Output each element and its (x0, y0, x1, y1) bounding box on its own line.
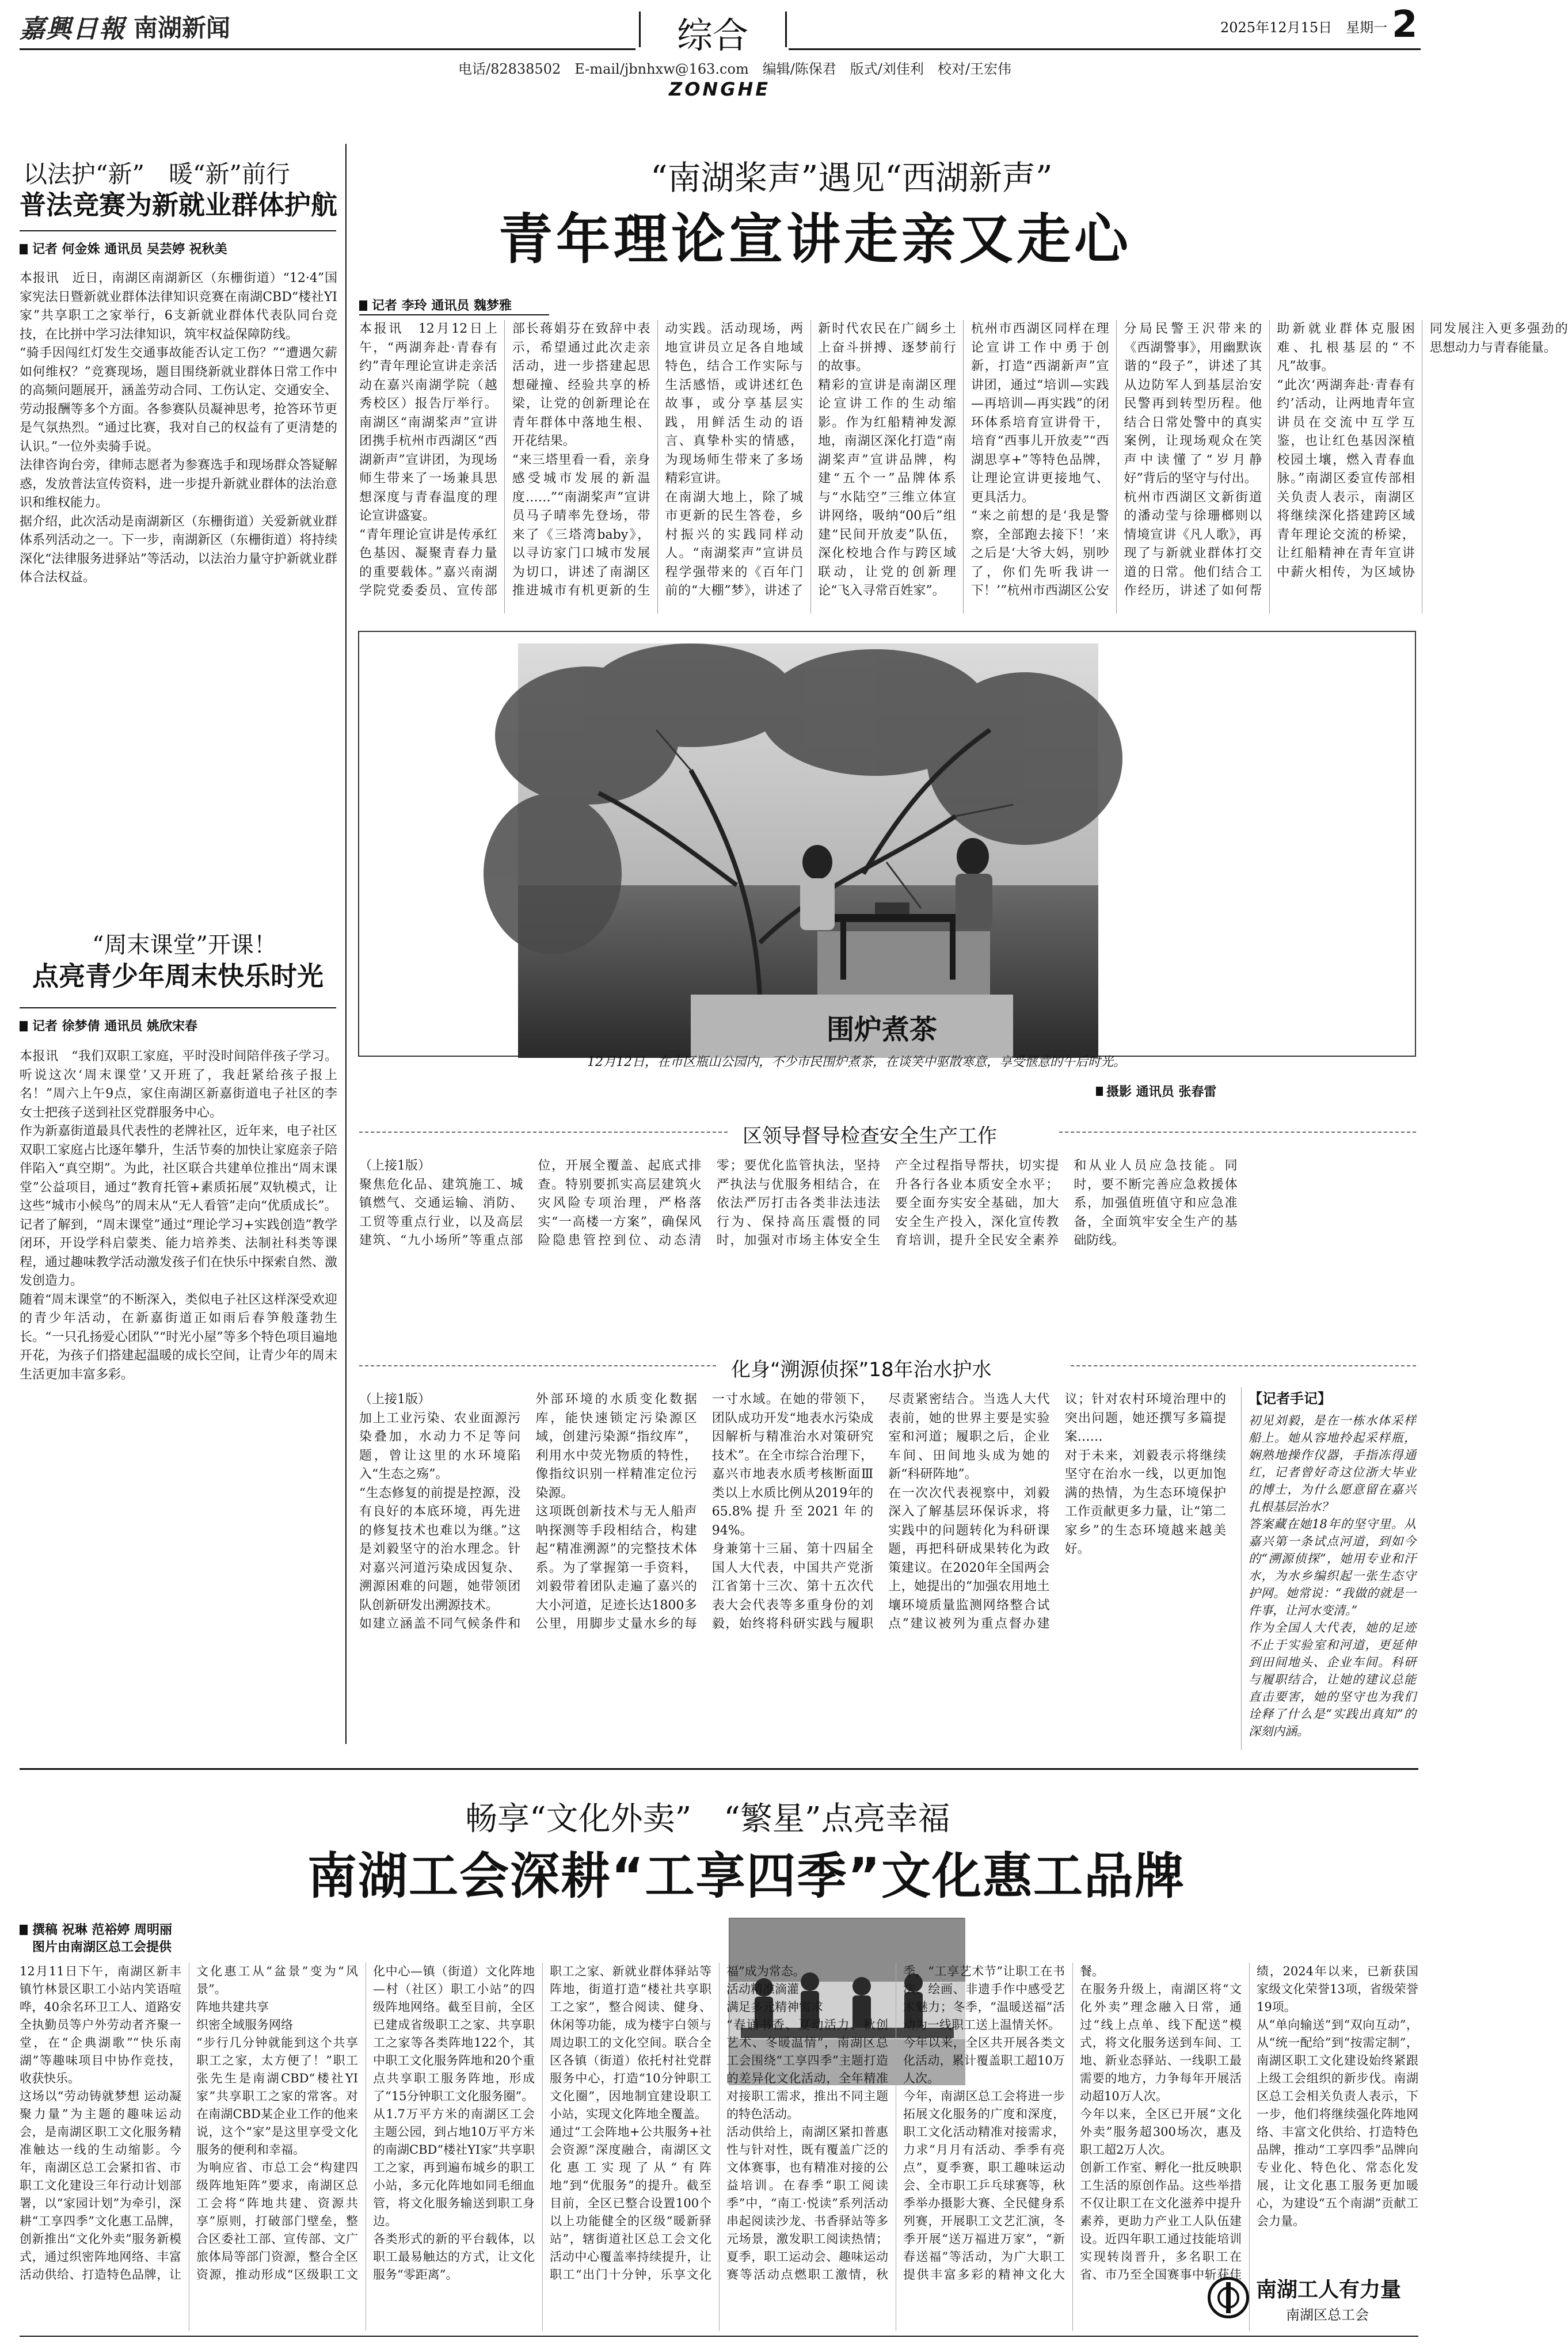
contact-line: 电话/82838502 E-mail/jbnhxw@163.com 编辑/陈保君 版式/刘佳利 校对/王宏伟 (458, 61, 1011, 77)
left-story2-kicker: “周末课堂”开课！ (92, 932, 277, 958)
page-number: 2 (1392, 3, 1418, 46)
reporter-note-title: 【记者手记】 (1249, 1391, 1331, 1407)
main-byline-rule (359, 314, 549, 315)
bottom-story-byline: 撰稿 祝琳 范裕婷 周明丽 (20, 1920, 172, 1938)
bottom-story-kicker: 畅享“文化外卖” “繁星”点亮幸福 (465, 1800, 950, 1838)
safety-rule-left (359, 1132, 728, 1133)
masthead-rule (20, 48, 635, 50)
section-bar-right (785, 12, 787, 47)
byline-marker-icon (20, 244, 28, 254)
left-story-rule (20, 230, 336, 231)
photo-credit: 摄影 通讯员 张春雷 (1096, 1082, 1216, 1100)
main-story-headline: 青年理论宣讲走亲又走心 (498, 208, 1132, 271)
left-story2-headline: 点亮青少年周末快乐时光 (32, 961, 324, 992)
main-story-byline: 记者 李玲 通讯员 魏梦雅 (359, 296, 512, 314)
section-pinyin: ZONGHE (669, 78, 771, 100)
river-rule-left (359, 1365, 716, 1366)
left-story2-rule (20, 1007, 336, 1008)
masthead-rule-right (789, 48, 1421, 50)
main-story-kicker: “南湖桨声”遇见“西湖新声” (650, 158, 1053, 197)
left-story2-body: 本报讯 “我们双职工家庭，平时没时间陪伴孩子学习。听说这次‘周末课堂’又开班了，我赶紧给孩子报上名！”周六上午9点，家住南湖区新嘉街道电子社区的李女士把孩子送到社区党群服务中心。 作为新嘉街道最具代表性的老牌社区，近年来，电子社区双职工家庭占比逐年攀升，生活节奏的加快让家庭亲子陪伴陷入“真空期”。为此，社区联合共建单位推出“周末课堂”公益项目，通过“教育托管+素质拓展”双轨模式，让这些“城市小候鸟”的周末从“无人看管”走向“优质成长”。 记者了解到，“周末课堂”通过“理论学习+实践创造”教学闭环，开设学科启蒙类、能力培养类、法制社科类等课程，通过趣味教学活动激发孩子们在快乐中探索自然、激发创造力。 随着“周末课堂”的不断深入，类似电子社区这样深受欢迎的青少年活动，在新嘉街道正如雨后春笋般蓬勃生长。“一只孔扬爱心团队”“时光小屋”等多个特色项目遍地开花，为孩子们搭建起温暖的成长空间，让青少年的周末生活更加丰富多彩。 (20, 1049, 337, 1382)
left-column-divider (345, 144, 347, 1744)
union-org: 南湖区总工会 (1286, 2307, 1369, 2323)
left-story2-byline: 记者 徐梦倩 通讯员 姚欣宋春 (20, 1016, 197, 1034)
safety-rule-right (1059, 1132, 1416, 1133)
reporter-note-body: 初见刘毅，是在一栋水体采样船上。她从容地拎起采样瓶，娴熟地操作仪器，手指冻得通红，记者曾好奇这位浙大毕业的博士，为什么愿意留在嘉兴扎根基层治水？ 答案藏在她18年的坚守里。从嘉兴第一条试点河道，到如今的“溯源侦探”，她用专业和汗水，为水乡编织起一张生态守护网。她常说：“我做的就是一件事，让河水变清。” 作为全国人大代表，她的足迹不止于实验室和河道，更延伸到田间地头、企业车间。科研与履职结合，让她的建议总能直击要害，她的坚守也为我们诠释了什么是“实践出真知”的深刻内涵。 (1249, 1414, 1416, 1738)
section-name: 综合 (677, 14, 749, 56)
bottom-rule (20, 2336, 1418, 2337)
river-body: （上接1版） 加上工业污染、农业面源污染叠加，水动力不足等问题，曾让这里的水环境陷入“生态之殇”。 “生态修复的前提是控源，没有良好的本底环境，再先进的修复技术也难以为继。”这是刘毅坚守的治水理念。针对嘉兴河道污染成因复杂、溯源困难的问题，她带领团队创新研发出溯源技术。 如建立涵盖不同气候条件和外部环境的水质变化数据库，能快速锁定污染源区域，创建污染源“指纹库”，利用水中荧光物质的特性，像指纹识别一样精准定位污染源。 这项既创新技术与无人船声呐探测等手段相结合，构建起“精准溯源”的完整技术体系。为了掌握第一手资料，刘毅带着团队走遍了嘉兴的大小河道，足迹长达1800多公里，用脚步丈量水乡的每一寸水域。在她的带领下，团队成功开发“地表水污染成因解析与精准治水对策研究技术”。在全市综合治理下，嘉兴市地表水质考核断面Ⅲ类以上水质比例从2019年的65.8%提升至2021年的94%。 身兼第十三届、第十四届全国人大代表，中国共产党浙江省第十三次、第十五次代表大会代表等多重身份的刘毅，始终将科研实践与履职尽责紧密结合。当选人大代表前，她的世界主要是实验室和河道；履职之后，企业车间、田间地头成为她的新“科研阵地”。 在一次次代表视察中，刘毅深入了解基层环保诉求，将实践中的问题转化为科研课题，再把科研成果转化为政策建议。在2020年全国两会上，她提出的“加强农用地土壤环境质量监测网络整合试点”建议被列为重点督办建议；针对农村环境治理中的突出问题，她还撰写多篇提案…… 对于未来，刘毅表示将继续坚守在治水一线，以更加饱满的热情，为生态环境保护工作贡献更多力量，让“第二家乡”的生态环境越来越美好。 (359, 1392, 1226, 1631)
newspaper-logo: 嘉興日報 (20, 14, 125, 44)
bottom-story-headline: 南湖工会深耕“工享四季”文化惠工品牌 (307, 1848, 1186, 1905)
union-slogan: 南湖工人有力量 (1256, 2278, 1402, 2302)
main-story-body: 本报讯 12月12日上午，“两湖奔赴·青春有约”青年理论宣讲走亲活动在嘉兴南湖学院（越秀校区）报告厅举行。南湖区“南湖桨声”宣讲团携手杭州市西湖区“西湖新声”宣讲团，为现场师生带来了一场兼具思想深度与青春温度的理论宣讲盛宴。 “青年理论宣讲是传承红色基因、凝聚青春力量的重要载体。”嘉兴南湖学院党委委员、宣传部部长蒋娟芬在致辞中表示，希望通过此次走亲活动，进一步搭建起思想碰撞、经验共享的桥梁，让党的创新理论在青年群体中落地生根、开花结果。 “来三塔里看一看，亲身感受城市发展的新温度……”“南湖桨声”宣讲员马子晴率先登场，带来了《三塔湾baby》，以寻访家门口城市发展为切口，讲述了南湖区推进城市有机更新的生动实践。活动现场，两地宣讲员立足各自地域特色，结合工作实际与生活感悟，或讲述红色故事，或分享基层实践，用鲜活生动的语言、真挚朴实的情感，为现场师生带来了多场精彩宣讲。 在南湖大地上，除了城市更新的民生答卷，乡村振兴的实践同样动人。“南湖桨声”宣讲员程学强带来的《百年门前的“大棚”梦》，讲述了新时代农民在广阔乡土上奋斗拼搏、逐梦前行的故事。 精彩的宣讲是南湖区理论宣讲工作的生动缩影。作为红船精神发源地，南湖区深化打造“南湖桨声”宣讲品牌，构建“五个一”品牌体系与“水陆空”三维立体宣讲网络，吸纳“00后”组建“民间开放麦”队伍，深化校地合作与跨区域联动，让党的创新理论“飞入寻常百姓家”。 杭州市西湖区同样在理论宣讲工作中勇于创新，打造“西湖新声”宣讲团，通过“培训—实践—再培训—再实践”的闭环体系培育宣讲骨干，培育“西事儿开放麦”“西湖思享+”等特色品牌，让理论宣讲更接地气、更具活力。 “来之前想的是‘我是警察，全部跑去接下！’来之后是‘大爷大妈，别吵了，你们先听我讲一下！’”杭州市西湖区公安分局民警王沢带来的《西湖警事》，用幽默诙谐的“段子”，讲述了其从边防军人到基层治安民警再到转型历程。他结合日常处警中的真实案例，让现场观众在笑声中读懂了“岁月静好”背后的坚守与付出。 杭州市西湖区文新街道的潘动莹与徐珊榔则以情境宣讲《凡人歌》，再现了与新就业群体打交道的日常。他们结合工作经历，讲述了如何帮助新就业群体克服困难、扎根基层的“不凡”故事。 “此次‘两湖奔赴·青春有约’活动，让两地青年宣讲员在交流中互学互鉴，也让红色基因深植校园土壤，燃入青春血脉。”南湖区委宣传部相关负责人表示，南湖区将继续深化搭建跨区域青年理论交流的桥梁，让红船精神在青年宣讲中薪火相传，为区域协同发展注入更多强劲的思想动力与青春能量。 (359, 322, 1568, 598)
tea-photo (518, 643, 1098, 1058)
edition-name: 南湖新闻 (134, 14, 231, 42)
river-headline: 化身“溯源侦探”18年治水护水 (731, 1358, 992, 1381)
photo-caption: 12月12日，在市区瓶山公园内，不少市民围炉煮茶，在谈笑中驱散寒意，享受惬意的午后时光。 (587, 1055, 1126, 1069)
left-story-byline: 记者 何金姝 通讯员 吴芸婷 祝秋美 (20, 239, 227, 257)
publication-date: 2025年12月15日 星期一 (1220, 20, 1388, 36)
byline-marker-icon (20, 1021, 28, 1031)
reporter-note-column (1241, 1387, 1416, 1750)
masthead (0, 0, 1438, 100)
river-rule-right (1071, 1365, 1416, 1366)
bottom-story-body: 12月11日下午，南湖区新丰镇竹林景区职工小站内笑语喧哗，40余名环卫工人、道路安全执勤员等户外劳动者齐聚一堂，在“企典湖歌”“快乐南湖”等趣味项目中协作竞技，收获快乐。 这场以“劳动铸就梦想 运动凝聚力量”为主题的趣味运动会，是南湖区职工文化服务精准触达一线的生动缩影。今年，南湖区总工会紧扣省、市职工文化建设三年行动计划部署，以“家园计划”为牵引，深耕“工享四季”文化惠工品牌，创新推出“文化外卖”服务新模式，通过织密阵地网络、丰富活动供给、打造特色品牌，让文化惠工从“盆景”变为“风景”。 阵地共建共享 织密全域服务网络 “步行几分钟就能到这个共享职工之家，太方便了！”职工张先生是南湖CBD“楼社YI家”共享职工之家的常客。对在南湖CBD某企业工作的他来说，这个“家”是这里享受文化服务的便利和幸福。 为响应省、市总工会“构建四级阵地矩阵”要求，南湖区总工会将“阵地共建、资源共享”原则，打破部门壁垒，整合区委社工部、宣传部、文广旅体局等部门资源，整合全区资源，推动形成“区级职工文化中心—镇（街道）文化阵地—村（社区）职工小站”的四级阵地网络。截至目前，全区已建成省级职工之家、共享职工之家等各类阵地122个，其中职工文化服务阵地和20个重点共享职工服务阵地，形成了“15分钟职工文化服务圈”。 从1.7万平方米的南湖区工会主题公园，到占地10万平方米的南湖CBD“楼社YI家”共享职工之家，再到遍布城乡的职工小站，多元化阵地如同毛细血管，将文化服务输送到职工身边。 各类形式的新的平台载体，以职工最易触达的方式，让文化服务“零距离”。 职工之家、新就业群体驿站等阵地，街道打造“楼社共享职工之家”，整合阅读、健身、休闲等功能，成为楼宇白领与周边职工的文化空间。联合全区各镇（街道）依托村社党群服务中心，打造“10分钟职工文化圈”，因地制宜建设职工小站，实现文化阵地全覆盖。 通过“工会阵地+公共服务+社会资源”深度融合，南湖区文化惠工实现了从“有阵地”到“优服务”的提升。截至目前，全区已整合设置100个以上功能健全的区级“暖新驿站”，辖街道社区总工会文化活动中心覆盖率持续提升，让职工“出门十分钟，乐享文化福”成为常态。 活动精准滴灌 满足多元精神需求 “春诵书香、夏动活力、秋创艺术、冬暖温情”，南湖区总工会围绕“工享四季”主题打造的差异化文化活动，全年精准对接职工需求，推出不同主题的特色活动。 活动供给上，南湖区紧扣普惠性与针对性，既有覆盖广泛的文体赛事，也有精准对接的公益培训。在春季“职工阅读季”中，“南工·悦读”系列活动串起阅读沙龙、书香驿站等多元场景，激发职工阅读热情；夏季，职工运动会、趣味运动赛等活动点燃职工激情，秋季，“工享艺术节”让职工在书法、绘画、非遗手作中感受艺术魅力；冬季，“温暖送福”活动为一线职工送上温情关怀。 今年以来，全区共开展各类文化活动，累计覆盖职工超10万人次。 今年，南湖区总工会将进一步拓展文化服务的广度和深度，职工文化活动精准对接需求，力求“月月有活动、季季有亮点”，夏季赛，职工趣味运动会、全市职工乒乓球赛等，秋季举办摄影大赛、全民健身系列赛，开展职工文艺汇演，冬季开展“送万福进万家”，“新春送福”等活动，为广大职工提供丰富多彩的精神文化大餐。 在服务升级上，南湖区将“文化外卖”理念融入日常，通过“线上点单、线下配送”模式，将文化服务送到车间、工地、新业态驿站、一线职工最需要的地方，力争每年开展活动超10万人次。 今年以来，全区已开展“文化外卖”服务超300场次，惠及职工超2万人次。 创新工作室、孵化一批反映职工生活的原创作品。这些举措不仅让职工在文化滋养中提升素养，更助力产业工人队伍建设。近四年职工通过技能培训实现转岗晋升，多名职工在省、市乃至全国赛事中斩获佳绩，2024年以来，已新获国家级文化荣誉13项，省级荣誉19项。 从“单向输送”到“双向互动”，从“统一配给”到“按需定制”，南湖区职工文化建设始终紧跟上级工会组织的新步伐。南湖区总工会相关负责人表示，下一步，他们将继续强化阵地网络、丰富文化供给、打造特色品牌，推动“工享四季”品牌向专业化、特色化、常态化发展，让文化惠工服务更加暖心，为建设“五个南湖”贡献工会力量。 (20, 1964, 1418, 2282)
bottom-story-byline2: 图片由南湖区总工会提供 (32, 1940, 172, 1955)
byline-marker-icon (20, 1925, 28, 1935)
safety-headline: 区领导督导检查安全生产工作 (743, 1125, 997, 1148)
left-story-body: 本报讯 近日，南湖区南湖新区（东栅街道）“12·4”国家宪法日暨新就业群体法律知识竞赛在南湖CBD“楼社YI家”共享职工之家举行，6支新就业群体代表队同台竞技，在比拼中学习法律知识，筑牢权益保障防线。 “骑手因闯红灯发生交通事故能否认定工伤？”“遭遇欠薪如何维权？”竞赛现场，题目围绕新就业群体日常工作中的高频问题展开，涵盖劳动合同、工伤认定、交通安全、劳动报酬等多个方面。各参赛队员凝神思考，抢答环节更是气氛热烈。“通过比赛，我对自己的权益有了更清楚的认识。”一位外卖骑手说。 法律咨询台旁，律师志愿者为参赛选手和现场群众答疑解惑，发放普法宣传资料，进一步提升新就业群体的法治意识和维权能力。 据介绍，此次活动是南湖新区（东栅街道）关爱新就业群体系列活动之一。下一步，南湖新区（东栅街道）将持续深化“法律服务进驿站”等活动，以法治力量守护新就业群体合法权益。 (20, 271, 337, 585)
left-story-kicker: 以法护“新” 暖“新”前行 (23, 160, 290, 188)
left-story-headline: 普法竞赛为新就业群体护航 (20, 189, 337, 220)
photo-caption-title: 围炉煮茶 (827, 1014, 938, 1046)
byline-marker-icon (359, 300, 367, 311)
safety-body: （上接1版） 聚焦危化品、建筑施工、城镇燃气、交通运输、消防、工贸等重点行业，以及高层建筑、“九小场所”等重点部位，开展全覆盖、起底式排查。特别要抓实高层建筑火灾风险专项治理，严格落实“一高楼一方案”，确保风险隐患管控到位、动态清零；要优化监管执法，坚持严执法与优服务相结合，在依法严厉打击各类非法违法行为、保持高压震慑的同时，加强对市场主体安全生产全过程指导帮扶，切实提升各行各业本质安全水平；要全面夯实安全基础，加大安全生产投入，深化宣传教育培训，提升全民安全素养和从业人员应急技能。同时，要不断完善应急救援体系，加强值班值守和应急准备，全面筑牢安全生产的基础防线。 (359, 1159, 1238, 1248)
bottom-band-rule (20, 1768, 1418, 1770)
section-bar-left (639, 12, 641, 47)
